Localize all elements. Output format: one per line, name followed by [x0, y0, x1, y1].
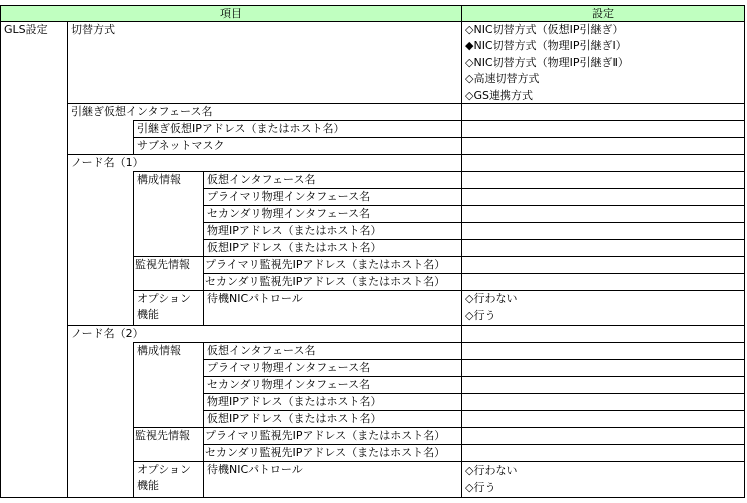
standby-patrol-option: ◇行う — [465, 480, 496, 494]
switch-method-options — [462, 22, 744, 103]
grid-line-h — [203, 393, 745, 394]
config-item-label: 物理IPアドレス（またはホスト名） — [207, 224, 382, 237]
monitor-item-label: セカンダリ監視先IPアドレス（またはホスト名） — [205, 275, 446, 288]
standby-patrol-option: ◇行う — [465, 308, 496, 322]
standby-patrol-label: 待機NICパトロール — [207, 292, 303, 305]
switch-method-option: ◆NIC切替方式（物理IP引継ぎⅠ） — [465, 39, 627, 53]
node-name-label: ノード名（2） — [71, 327, 144, 340]
switch-method-label: 切替方式 — [71, 23, 115, 36]
monitor-item-label: プライマリ監視先IPアドレス（またはホスト名） — [205, 258, 446, 271]
config-item-label: 仮想IPアドレス（またはホスト名） — [207, 241, 382, 254]
grid-line-h — [133, 120, 745, 121]
grid-line-h — [203, 376, 745, 377]
monitor-info-label: 監視先情報 — [135, 258, 190, 271]
option-label-line: 機能 — [137, 308, 159, 322]
config-item-label: 仮想インタフェース名 — [207, 173, 316, 186]
subnet-mask-label: サブネットマスク — [137, 139, 225, 152]
switch-method-option: ◇GS連携方式 — [465, 88, 533, 102]
takeover-vip-label: 引継ぎ仮想IPアドレス（またはホスト名） — [137, 122, 345, 135]
config-item-label: 仮想IPアドレス（またはホスト名） — [207, 412, 382, 425]
grid-line-h — [67, 103, 745, 104]
grid-line-h — [67, 154, 745, 155]
standby-patrol-option: ◇行わない — [465, 464, 518, 478]
grid-line-v — [67, 21, 68, 498]
grid-line-v — [133, 171, 134, 326]
config-item-label: セカンダリ物理インタフェース名 — [207, 378, 371, 391]
header-item: 項目 — [1, 6, 461, 21]
standby-patrol-option: ◇行わない — [465, 292, 518, 306]
grid-line-v — [461, 5, 462, 498]
option-label-line: オプション — [137, 463, 192, 476]
monitor-info-label: 監視先情報 — [135, 429, 190, 442]
grid-line-h — [203, 239, 745, 240]
grid-line-h — [0, 21, 745, 22]
grid-line-v — [133, 120, 134, 155]
config-item-label: プライマリ物理インタフェース名 — [207, 190, 371, 203]
config-item-label: セカンダリ物理インタフェース名 — [207, 207, 371, 220]
config-info-label: 構成情報 — [137, 173, 181, 186]
grid-line-h — [203, 222, 745, 223]
grid-line-h — [203, 410, 745, 411]
grid-line-h — [133, 461, 745, 462]
grid-line-v — [0, 5, 1, 498]
grid-line-h — [203, 205, 745, 206]
config-info-label: 構成情報 — [137, 344, 181, 357]
grid-line-h — [133, 342, 745, 343]
grid-line-h — [133, 256, 745, 257]
takeover-vif-name-label: 引継ぎ仮想インタフェース名 — [71, 105, 213, 118]
monitor-item-label: プライマリ監視先IPアドレス（またはホスト名） — [205, 429, 446, 442]
grid-line-h — [0, 5, 745, 6]
standby-patrol-label: 待機NICパトロール — [207, 463, 303, 476]
grid-line-h — [133, 427, 745, 428]
option-label-line: オプション — [137, 292, 192, 305]
config-item-label: 物理IPアドレス（またはホスト名） — [207, 395, 382, 408]
grid-line-h — [203, 359, 745, 360]
switch-method-option: ◇NIC切替方式（仮想IP引継ぎ） — [465, 23, 624, 36]
config-item-label: プライマリ物理インタフェース名 — [207, 361, 371, 374]
grid-line-h — [133, 290, 745, 291]
option-function-label — [134, 291, 203, 325]
grid-line-h — [203, 188, 745, 189]
grid-line-v — [133, 342, 134, 498]
standby-patrol-options — [462, 291, 744, 325]
gls-settings-label: GLS設定 — [4, 23, 48, 36]
option-label-line: 機能 — [137, 479, 159, 493]
grid-line-v — [203, 342, 204, 498]
grid-line-h — [67, 325, 745, 326]
option-function-label — [134, 462, 203, 497]
header-setting: 設定 — [462, 6, 744, 21]
grid-line-v — [744, 5, 745, 498]
config-item-label: 仮想インタフェース名 — [207, 344, 316, 357]
switch-method-option: ◇高速切替方式 — [465, 72, 540, 86]
grid-line-v — [203, 171, 204, 326]
node-name-label: ノード名（1） — [71, 156, 144, 169]
switch-method-option: ◇NIC切替方式（物理IP引継ぎⅡ） — [465, 55, 629, 69]
standby-patrol-options — [462, 462, 744, 497]
grid-line-h — [203, 444, 745, 445]
monitor-item-label: セカンダリ監視先IPアドレス（またはホスト名） — [205, 446, 446, 459]
grid-line-h — [133, 171, 745, 172]
grid-line-h — [133, 137, 745, 138]
grid-line-h — [0, 497, 745, 498]
grid-line-h — [203, 273, 745, 274]
